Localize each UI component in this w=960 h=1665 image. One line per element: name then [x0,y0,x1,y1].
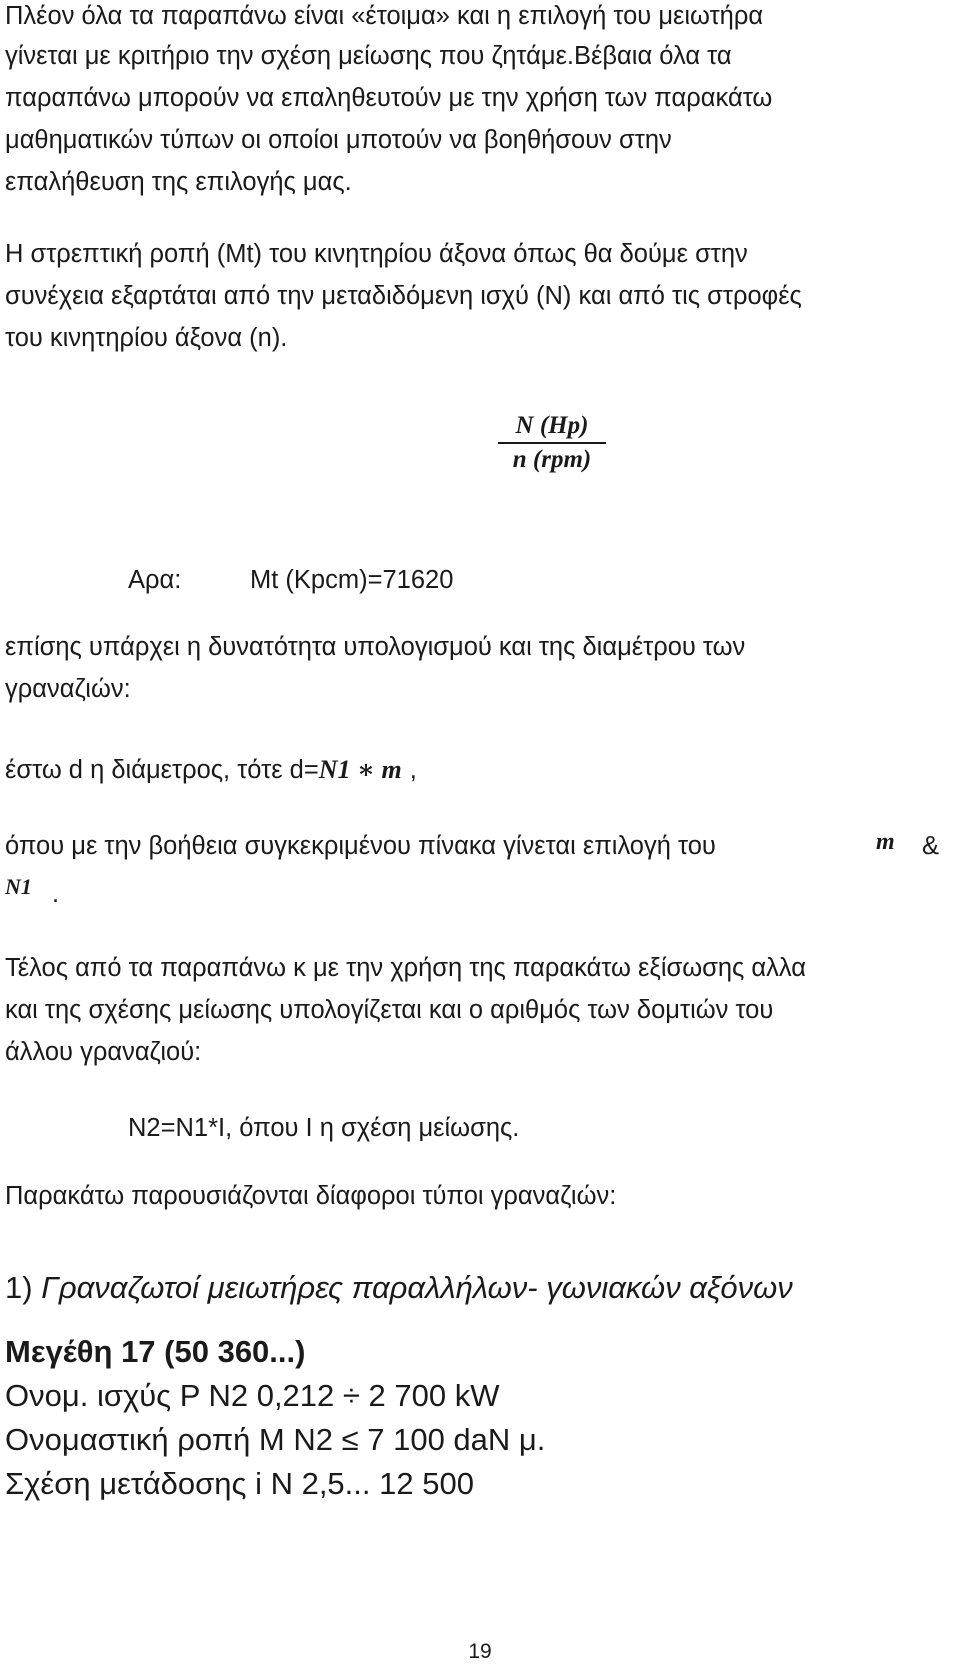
formula-fraction [496,412,608,474]
sizes-heading: Μεγέθη 17 (50 360...) [5,1334,306,1369]
mt-expression: Mt (Kpcm)=71620 [250,566,454,594]
equation-n2: N2=N1*I, όπου I η σχέση μείωσης. [128,1114,520,1142]
paragraph1-line: Πλέον όλα τα παραπάνω είναι «έτοιμα» και η επιλογή του μειωτήρα [5,2,764,30]
section-heading [5,1272,793,1303]
paragraph2-line: συνέχεια εξαρτάται από την μεταδιδόμενη ισχύ (N) και από τις στροφές [5,282,802,310]
spec-line: Ονομ. ισχύς P N2 0,212 ÷ 2 700 kW [5,1378,500,1413]
diameter-suffix: , [409,756,417,784]
selection-text: όπου με την βοήθεια συγκεκριμένου πίνακα γίνεται επιλογή του [5,832,716,860]
section-number: 1) [5,1270,42,1305]
paragraph2-line: Η στρεπτική ροπή (Mt) του κινητηρίου άξονα όπως θα δούμε στην [5,240,748,268]
diameter-line [5,757,417,784]
ampersand: & [922,832,940,860]
fraction-denominator: n (rpm) [512,446,592,473]
diameter-formula: N1 ∗ m [318,755,402,784]
page-number: 19 [468,1640,492,1663]
paragraph1-line: επαλήθευση της επιλογής μας. [5,168,352,196]
fraction-numerator: N (Hp) [515,412,589,439]
spec-line: Σχέση μετάδοσης i N 2,5... 12 500 [5,1466,474,1501]
paragraph3-line: επίσης υπάρχει η δυνατότητα υπολογισμού και της διαμέτρου των [5,633,746,661]
ara-label: Αρα: [128,566,182,594]
paragraph3-line: γραναζιών: [5,675,131,703]
paragraph1-line: μαθηματικών τύπων οι οποίοι μποτούν να βοηθήσουν στην [5,126,672,154]
spec-line: Ονομαστική ροπή M N2 ≤ 7 100 daN μ. [5,1422,546,1457]
paragraph2-line: του κινητηρίου άξονα (n). [5,324,288,352]
paragraph4-line: και της σχέσης μείωσης υπολογίζεται και ο αριθμός των δομτιών του [5,996,774,1024]
section-title: Γραναζωτοί μειωτήρες παραλλήλων- γωνιακών αξόνων [41,1270,793,1305]
paragraph1-line: γίνεται με κριτήριο την σχέση μείωσης που ζητάμε.Βέβαια όλα τα [5,42,732,70]
symbol-m: m [876,829,895,855]
diameter-text: έστω d η διάμετρος, τότε d= [5,756,319,784]
paragraph4-line: άλλου γραναζιού: [5,1038,202,1066]
paragraph4-line: Τέλος από τα παραπάνω κ με την χρήση της παρακάτω εξίσωσης αλλα [5,954,807,982]
paragraph1-line: παραπάνω μπορούν να επαληθευτούν με την χρήση των παρακάτω [5,84,773,112]
symbol-n1: N1 [5,874,32,899]
selection-period: . [52,880,60,908]
types-intro: Παρακάτω παρουσιάζονται δίαφοροι τύποι γραναζιών: [5,1182,617,1210]
